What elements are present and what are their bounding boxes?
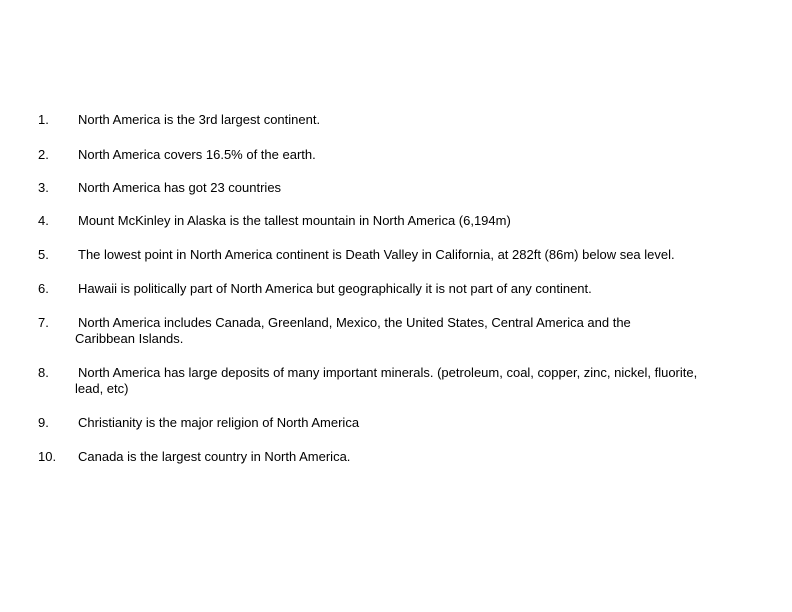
list-text: North America has got 23 countries [78,180,282,195]
list-item [38,315,738,347]
list-item [38,281,738,297]
list-text: North America is the 3rd largest continent. [78,112,321,127]
list-item [38,449,738,465]
list-number: 7. [38,315,49,330]
list-number: 10. [38,449,57,464]
list-number: 8. [38,365,49,380]
list-text: Mount McKinley in Alaska is the tallest mountain in North America (6,194m) [78,213,511,228]
list-item [38,147,738,163]
list-item [38,247,738,263]
list-item [38,365,738,397]
list-number: 6. [38,281,49,296]
list-text: Hawaii is politically part of North America but geographically it is not part of any continent. [78,281,592,296]
list-item [38,213,738,229]
list-number: 4. [38,213,49,228]
list-text: The lowest point in North America continent is Death Valley in California, at 282ft (86m) below sea level. [78,247,675,262]
list-text: North America has large deposits of many important minerals. (petroleum, coal, copper, zinc, nickel, fluorite, lead, etc) [75,365,698,396]
list-number: 5. [38,247,49,262]
list-text: North America includes Canada, Greenland, Mexico, the United States, Central America and the Caribbean Islands. [75,315,631,346]
list-number: 1. [38,112,49,127]
list-item [38,112,738,128]
list-text: Canada is the largest country in North America. [78,449,351,464]
list-item [38,415,738,431]
list-text: Christianity is the major religion of North America [78,415,360,430]
list-number: 3. [38,180,49,195]
list-number: 2. [38,147,49,162]
list-text: North America covers 16.5% of the earth. [78,147,316,162]
list-number: 9. [38,415,49,430]
list-item [38,180,738,196]
